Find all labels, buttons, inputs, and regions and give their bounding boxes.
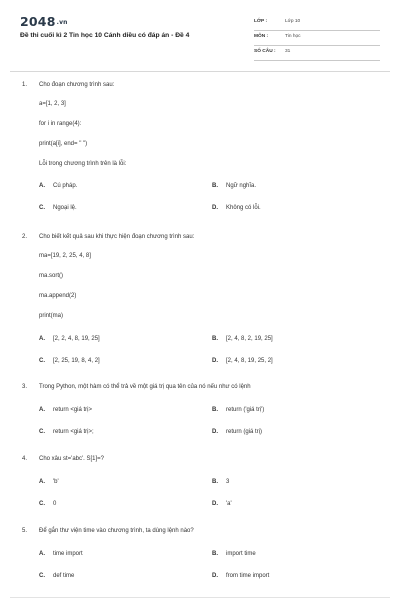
option-label: C. — [39, 205, 45, 211]
option-label: A. — [39, 479, 45, 485]
option-d[interactable] — [212, 501, 232, 507]
logo-tld-text: .vn — [56, 19, 68, 26]
option-text: return ('giá trị') — [226, 407, 265, 413]
option-label: C. — [39, 501, 45, 507]
option-c[interactable] — [39, 573, 74, 579]
option-label: B. — [212, 407, 218, 413]
option-text: [2, 25, 19, 8, 4, 2] — [53, 358, 100, 364]
code-line: ma.sort() — [39, 273, 63, 279]
code-line: ma=[19, 2, 25, 4, 8] — [39, 253, 91, 259]
option-label: D. — [212, 358, 218, 364]
meta-value: Tin học — [285, 34, 301, 39]
option-text: Cú pháp. — [53, 183, 78, 189]
question-text: Cho xâu st='abc'. S[1]=? — [39, 456, 104, 462]
option-label: B. — [212, 336, 218, 342]
option-text: 'a' — [226, 501, 232, 507]
option-a[interactable] — [39, 183, 77, 189]
meta-row-class — [254, 16, 380, 31]
option-d[interactable] — [212, 358, 273, 364]
option-c[interactable] — [39, 205, 77, 211]
option-d[interactable] — [212, 573, 269, 579]
option-label: A. — [39, 336, 45, 342]
option-text: 'b' — [53, 479, 59, 485]
option-b[interactable] — [212, 336, 273, 342]
logo-main-text: 2048 — [20, 14, 56, 29]
option-label: B. — [212, 479, 218, 485]
question-number: 2. — [22, 234, 28, 240]
meta-key: MÔN : — [254, 34, 269, 39]
option-text: def time — [53, 573, 75, 579]
option-label: D. — [212, 501, 218, 507]
option-b[interactable] — [212, 407, 264, 413]
meta-row-subject — [254, 31, 380, 46]
option-a[interactable] — [39, 336, 100, 342]
meta-value: 31 — [285, 49, 291, 54]
option-label: B. — [212, 551, 218, 557]
option-label: C. — [39, 358, 45, 364]
option-text: [2, 4, 8, 2, 19, 25] — [226, 336, 273, 342]
option-text: from time import — [226, 573, 270, 579]
option-text: return (giá trị) — [226, 429, 263, 435]
code-line: ma.append(2) — [39, 293, 77, 299]
option-label: D. — [212, 429, 218, 435]
question-text: Để gắn thư viện time vào chương trình, ta dùng lệnh nào? — [39, 528, 194, 534]
question-number: 3. — [22, 384, 28, 390]
meta-info-block — [254, 16, 380, 61]
option-d[interactable] — [212, 205, 261, 211]
meta-key: SỐ CÂU : — [254, 49, 276, 54]
option-text: Ngữ nghĩa. — [226, 183, 257, 189]
option-text: return <giá trị>; — [53, 429, 94, 435]
option-a[interactable] — [39, 551, 83, 557]
option-label: C. — [39, 429, 45, 435]
code-line: print(a[i], end= " ") — [39, 141, 88, 147]
question-text: Trong Python, một hàm có thể trả về một giá trị qua tên của nó nếu như có lệnh — [39, 384, 251, 390]
option-label: D. — [212, 205, 218, 211]
option-a[interactable] — [39, 479, 59, 485]
header-divider — [10, 71, 390, 72]
question-followup: Lỗi trong chương trình trên là lỗi: — [39, 161, 127, 167]
option-text: Không có lỗi. — [226, 205, 261, 211]
footer-divider — [10, 597, 390, 598]
option-label: A. — [39, 407, 45, 413]
option-b[interactable] — [212, 551, 256, 557]
question-number: 5. — [22, 528, 28, 534]
option-text: import time — [226, 551, 256, 557]
meta-value: Lớp 10 — [285, 19, 301, 24]
option-label: A. — [39, 551, 45, 557]
option-b[interactable] — [212, 479, 229, 485]
meta-row-count — [254, 46, 380, 61]
option-d[interactable] — [212, 429, 262, 435]
option-label: B. — [212, 183, 218, 189]
option-a[interactable] — [39, 407, 92, 413]
option-text: [2, 2, 4, 8, 19, 25] — [53, 336, 100, 342]
option-text: [2, 4, 8, 19, 25, 2] — [226, 358, 273, 364]
option-text: 3 — [226, 479, 230, 485]
document-title: Đề thi cuối kì 2 Tin học 10 Cánh diều có đáp án - Đề 4 — [20, 32, 190, 39]
option-text: return <giá trị> — [53, 407, 93, 413]
option-label: A. — [39, 183, 45, 189]
question-text: Cho biết kết quả sau khi thực hiện đoạn chương trình sau: — [39, 234, 195, 240]
question-text: Cho đoạn chương trình sau: — [39, 82, 115, 88]
code-line: print(ma) — [39, 313, 64, 319]
question-number: 4. — [22, 456, 28, 462]
meta-key: LỚP : — [254, 19, 268, 24]
option-b[interactable] — [212, 183, 256, 189]
code-line: for i in range(4): — [39, 121, 82, 127]
option-text: time import — [53, 551, 83, 557]
option-text: Ngoại lệ. — [53, 205, 77, 211]
question-number: 1. — [22, 82, 28, 88]
option-c[interactable] — [39, 501, 56, 507]
option-text: 0 — [53, 501, 57, 507]
code-line: a=[1, 2, 3] — [39, 101, 66, 107]
site-logo[interactable] — [20, 14, 68, 29]
option-c[interactable] — [39, 358, 100, 364]
option-label: D. — [212, 573, 218, 579]
option-c[interactable] — [39, 429, 94, 435]
option-label: C. — [39, 573, 45, 579]
